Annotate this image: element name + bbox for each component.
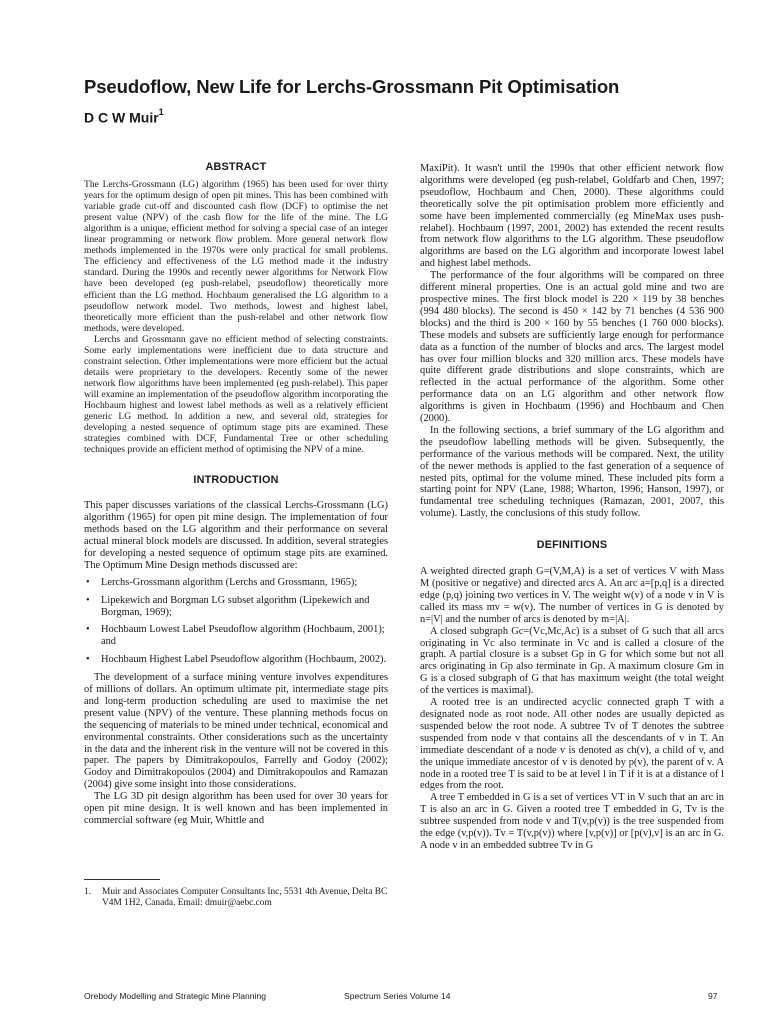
introduction-body xyxy=(84,500,388,827)
page-number: 97 xyxy=(708,991,718,1001)
introduction-paragraph-2: The development of a surface mining venture involves expenditures of millions of dollars. An optimum ultimate pit, intermediate stage pits and long-term production scheduling are used to maximise the net present value (NPV) of the venture. These planning methods focus on the sequencing of materials to be mined under technical, economical and environmental constraints. Other considerations such as the uncertainty in the data and the inherent risk in the venture will not be covered in this paper. The papers by Dimitrakopoulos, Farrelly and Godoy (2002); Godoy and Dimitrakopoulos (2004) and Dimitrakopoulos and Ramazan (2004) give some insight into those considerations. xyxy=(84,672,388,791)
introduction-paragraph-3: The LG 3D pit design algorithm has been used for over 30 years for open pit mine design. It is well known and has been implemented in commercial software (eg Muir, Whittle and xyxy=(84,791,388,827)
footnote-rule xyxy=(84,879,160,880)
definitions-paragraph-4: A tree T embedded in G is a set of vertices VT in V such that an arc in T is also an arc in G. Given a rooted tree T embedded in G, Tv is the subtree suspended from node v and T(v,p(v)) is the tree suspended from the edge (v,p(v)). Tv = T(v,p(v)) where [v,p(v)] or [p(v),v] is an arc in G. A node v in an embedded subtree Tv in G xyxy=(420,792,724,851)
introduction-paragraph-5: The performance of the four algorithms will be compared on three different mineral properties. One is an actual gold mine and two are prospective mines. The first block model is 220 × 119 by 38 benches (994 480 blocks). The second is 450 × 142 by 71 benches (4 536 900 blocks) and the third is 200 × 160 by 55 benches (1 760 000 blocks). These models and subsets are sufficiently large enough for performance data as a function of the number of blocks and arcs. The largest model has over four million blocks and 320 million arcs. These models have quite different grade distributions and slope constraints, which are reflected in the actual performance of the algorithm. Some other performance data on an LG algorithm and other network flow algorithms is given in Hochbaum (1996) and Hochbaum and Chen (2000). xyxy=(420,270,724,425)
bullet-marker: • xyxy=(86,624,90,636)
introduction-paragraph-6: In the following sections, a brief summary of the LG algorithm and the pseudoflow labelling methods will be given. Subsequently, the performance of the various methods will be compared. Next, the utility of the newer methods is applied to the fast generation of a sequence of nested pits, optimal for the volume mined. These included pits form a starting point for NPV (Lane, 1988; Wharton, 1996; Hanson, 1997), or fundamental tree scheduling techniques (Ramazan, 2001, 2007, this volume). Lastly, the conclusions of this study follow. xyxy=(420,424,724,520)
introduction-heading: INTRODUCTION xyxy=(193,474,279,487)
author-name: D C W Muir xyxy=(84,109,159,126)
left-column xyxy=(84,162,388,827)
paper-title: Pseudoflow, New Life for Lerchs-Grossmann Pit Optimisation xyxy=(84,76,620,97)
bullet-marker: • xyxy=(86,576,90,588)
footer-book-title: Orebody Modelling and Strategic Mine Planning xyxy=(84,991,267,1001)
footnote xyxy=(84,887,388,910)
introduction-paragraph-4: MaxiPit). It wasn't until the 1990s that other efficient network flow algorithms were developed (eg push-relabel, Goldfarb and Chen, 1997; pseudoflow, Hochbaum and Chen, 2000). These algorithms could theoretically solve the pit optimisation problem more efficiently and some have been implemented commercially (eg MineMax uses push-relabel). Hochbaum (1997, 2001, 2002) has extended the recent results from network flow algorithms to the LG algorithm. These pseudoflow algorithms are based on the LG algorithm and incorporate lowest label and highest label methods. xyxy=(420,163,724,270)
author-affiliation-marker: 1 xyxy=(158,107,164,117)
abstract-paragraph-2: Lerchs and Grossmann gave no efficient method of selecting constraints. Some early implementations were inefficient due to data structure and constraint selection. Other implementations were more efficient but the actual details were proprietary to the developers. Recently some of the newer network flow algorithms have been implemented (eg push-relabel). This paper will examine an implementation of the pseudoflow algorithm incorporating the Hochbaum highest and lowest label methods as well as a relatively efficient generic LG method. In addition a new, and several old, strategies for developing a nested sequence of optimum stage pits are examined. These strategies combined with DCF, Fundamental Tree or other scheduling techniques provide an efficient method of optimising the NPV of a mine. xyxy=(84,333,388,456)
footer-series: Spectrum Series Volume 14 xyxy=(344,991,451,1001)
introduction-paragraph-1: This paper discusses variations of the classical Lerchs-Grossmann (LG) algorithm (1965) for open pit mine design. The implementation of four methods based on the LG algorithm and their performance on several actual mineral block models are discussed. In addition, several strategies for developing a nested sequence of optimum stage pits are examined. The Optimum Mine Design methods discussed are: xyxy=(84,500,388,571)
bullet-marker: • xyxy=(86,654,90,666)
abstract-paragraph-1: The Lerchs-Grossmann (LG) algorithm (1965) has been used for over thirty years for the optimum design of open pit mines. This has been combined with variable grade cut-off and discounted cash flow (DCF) to optimise the net present value (NPV) of the cash flow for the life of the mine. The LG algorithm is a unique, efficient method for solving a special case of an integer linear programming or network flow problem. More general network flow methods implemented in the 1970s were only practical for small problems. The efficiency and effectiveness of the LG method made it the industry standard. During the 1990s and recently newer algorithms for Network Flow have been developed (eg push-relabel, pseudoflow) theoretically more efficient than the LG method. Hochbaum generalised the LG algorithm to a pseudoflow network model. Two methods, lowest and highest label, theoretically more efficient than the push-relabel and other network flow methods, were developed. xyxy=(84,179,388,334)
list-item: • Lipekewich and Borgman LG subset algorithm (Lipekewich and Borgman, 1969); xyxy=(86,594,370,618)
definitions-heading: DEFINITIONS xyxy=(536,539,608,552)
footnote-text: Muir and Associates Computer Consultants Inc, 5531 4th Avenue, Delta BC V4M 1H2, Canada. Email: dmuir@aebc.com xyxy=(102,887,388,909)
author-line xyxy=(84,109,164,126)
list-item: • Hochbaum Lowest Label Pseudoflow algorithm (Hochbaum, 2001); and xyxy=(86,624,385,648)
definitions-paragraph-1: A weighted directed graph G=(V,M,A) is a set of vertices V with Mass M (positive or negative) and directed arcs A. An arc a=[p,q] is a directed edge (p,q) joining two vertices in V. The weight w(v) of a node v in V is called its mass mv = w(v). The number of vertices in G is denoted by n=|V| and the number of arcs is denoted by m=|A|. xyxy=(420,566,724,625)
methods-list xyxy=(84,577,388,666)
bullet-marker: • xyxy=(86,594,90,606)
list-item: • Hochbaum Highest Label Pseudoflow algorithm (Hochbaum, 2002). xyxy=(86,654,387,666)
abstract-heading: ABSTRACT xyxy=(205,161,267,173)
definitions-paragraph-2: A closed subgraph Gc=(Vc,Mc,Ac) is a subset of G such that all arcs originating in Vc also terminate in Vc and is called a closure of the graph. A partial closure is a subset Gp in G for which some but not all arcs originating in Gp also terminate in Gp. A maximum closure Gm in G is a closed subgraph of G that has maximum weight (the total weight of the vertices is maximal). xyxy=(420,625,724,697)
right-column xyxy=(420,163,724,852)
definitions-paragraph-3: A rooted tree is an undirected acyclic connected graph T with a designated node as root node. All other nodes are usually depicted as suspended below the root node. A subtree Tv of T denotes the subtree suspended from node v that contains all the descendants of v in T. An immediate descendant of a node v is denoted as ch(v), a child of v, and the unique immediate ancestor of v is denoted by p(v), the parent of v. A node in a rooted tree T is said to be at level l in T if it is at a distance of l edges from the root. xyxy=(420,697,724,792)
list-item: • Lerchs-Grossmann algorithm (Lerchs and Grossmann, 1965); xyxy=(86,576,358,588)
footnote-number: 1. xyxy=(84,887,92,897)
